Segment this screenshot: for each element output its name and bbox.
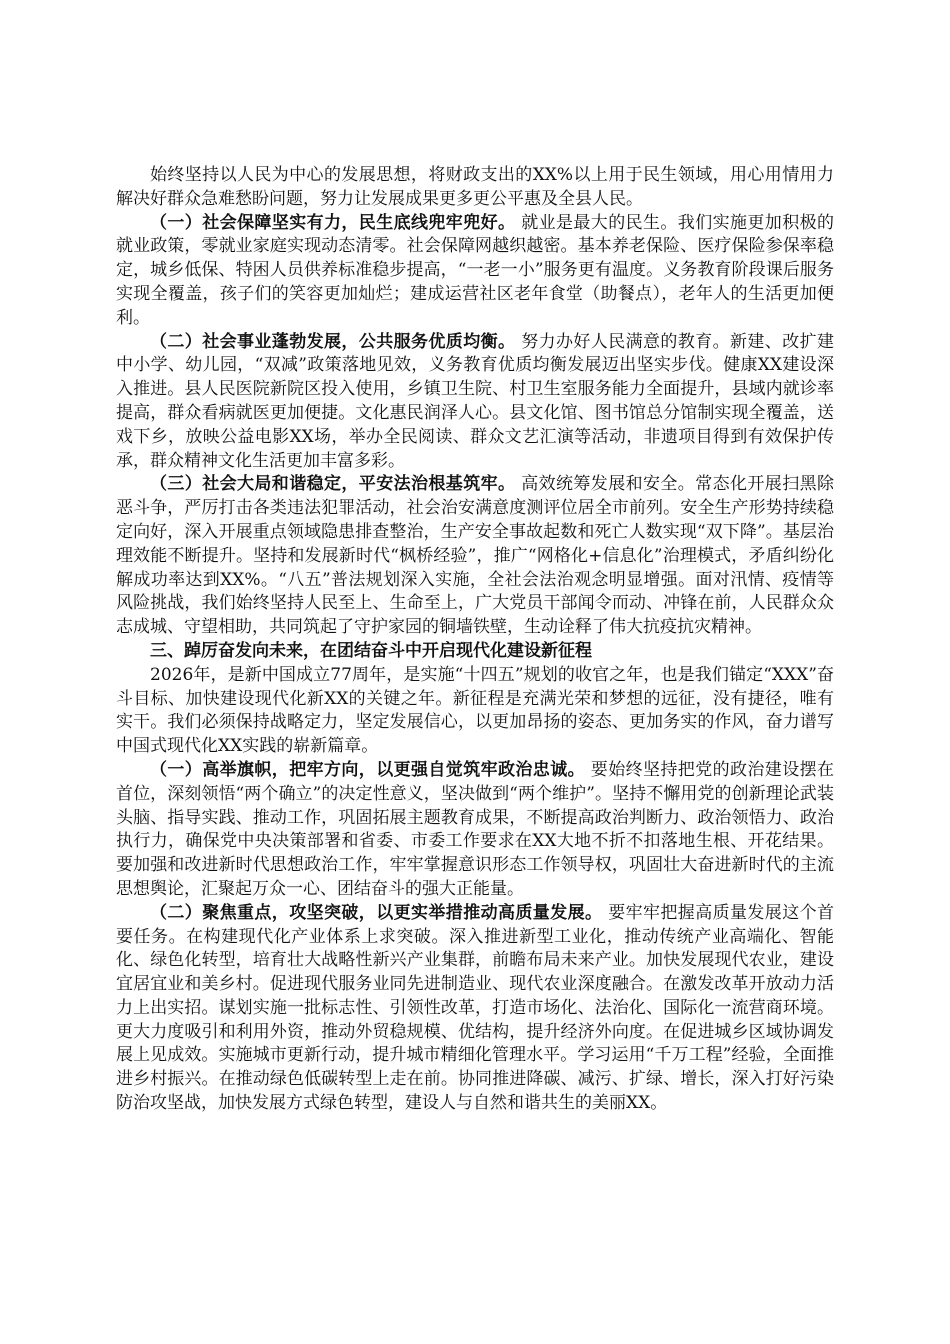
political-loyalty-paragraph [116, 759, 834, 902]
high-quality-development-body: 要牢牢把握高质量发展这个首要任务。在构建现代化产业体系上求突破。深入推进新型工业化，推动传统产业高端化、智能化、绿色化转型，培育壮大战略性新兴产业集群，前瞻布局未来产业。加快发展现代农业，建设宜居宜业和美乡村。促进现代服务业同先进制造业、现代农业深度融合。在激发改革开放动力活力上出实招。谋划实施一批标志性、引领性改革，打造市场化、法治化、国际化一流营商环境。更大力度吸引和利用外资，推动外贸稳规模、优结构，提升经济外向度。在促进城乡区域协调发展上见成效。实施城市更新行动，提升城市精细化管理水平。学习运用“千万工程”经验，全面推进乡村振兴。在推动绿色低碳转型上走在前。协同推进降碳、减污、扩绿、增长，深入打好污染防治攻坚战，加快发展方式绿色转型，建设人与自然和谐共生的美丽XX。 [116, 902, 835, 1114]
livelihood-security-paragraph [116, 212, 834, 331]
social-stability-heading: （三）社会大局和谐稳定，平安法治根基筑牢。 [150, 474, 516, 495]
intro-paragraph: 始终坚持以人民为中心的发展思想，将财政支出的XX%以上用于民生领域，用心用情用力解决好群众急难愁盼问题，努力让发展成果更多更公平惠及全县人民。 [116, 165, 834, 209]
high-quality-development-heading: （二）聚焦重点，攻坚突破，以更实举措推动高质量发展。 [150, 902, 603, 923]
livelihood-security-heading: （一）社会保障坚实有力，民生底线兜牢兜好。 [150, 212, 516, 233]
livelihood-security-body: 就业是最大的民生。我们实施更加积极的就业政策，零就业家庭实现动态清零。社会保障网越织越密。基本养老保险、医疗保险参保率稳定，城乡低保、特困人员供养标准稳步提高，“一老一小”服务更有温度。义务教育阶段课后服务实现全覆盖，孩子们的笑容更加灿烂；建成运营社区老年食堂（助餐点），老年人的生活更加便利。 [116, 212, 835, 328]
political-loyalty-body: 要始终坚持把党的政治建设摆在首位，深刻领悟“两个确立”的决定性意义，坚决做到“两个维护”。坚持不懈用党的创新理论武装头脑、指导实践、推动工作，巩固拓展主题教育成果，不断提高政治判断力、政治领悟力、政治执行力，确保党中央决策部署和省委、市委工作要求在XX大地不折不扣落地生根、开花结果。要加强和改进新时代思想政治工作，牢牢掌握意识形态工作领导权，巩固壮大奋进新时代的主流思想舆论，汇聚起万众一心、团结奋斗的强大正能量。 [116, 759, 835, 899]
high-quality-development-paragraph [116, 902, 834, 1116]
political-loyalty-heading: （一）高举旗帜，把牢方向，以更强自觉筑牢政治忠诚。 [150, 759, 585, 780]
public-services-body: 努力办好人民满意的教育。新建、改扩建中小学、幼儿园，“双减”政策落地见效，义务教育优质均衡发展迈出坚实步伐。健康XX建设深入推进。县人民医院新院区投入使用，乡镇卫生院、村卫生室服务能力全面提升，县域内就诊率提高，群众看病就医更加便捷。文化惠民润泽人心。县文化馆、图书馆总分馆制实现全覆盖，送戏下乡，放映公益电影XX场，举办全民阅读、群众文艺汇演等活动，非遗项目得到有效保护传承，群众精神文化生活更加丰富多彩。 [116, 331, 835, 471]
document-page [116, 164, 834, 1116]
social-stability-body: 高效统筹发展和安全。常态化开展扫黑除恶斗争，严厉打击各类违法犯罪活动，社会治安满意度测评位居全市前列。安全生产形势持续稳定向好，深入开展重点领域隐患排查整治，生产安全事故起数和死亡人数实现“双下降”。基层治理效能不断提升。坚持和发展新时代“枫桥经验”，推广“网格化+信息化”治理模式，矛盾纠纷化解成功率达到XX%。“八五”普法规划深入实施，全社会法治观念明显增强。面对汛情、疫情等风险挑战，我们始终坚持人民至上、生命至上，广大党员干部闻令而动、冲锋在前，人民群众众志成城、守望相助，共同筑起了守护家园的铜墙铁壁，生动诠释了伟大抗疫抗灾精神。 [116, 474, 835, 638]
social-stability-paragraph [116, 473, 834, 640]
section-three-heading: 三、踔厉奋发向未来，在团结奋斗中开启现代化建设新征程 [150, 640, 592, 661]
public-services-paragraph [116, 331, 834, 474]
section-three-intro-paragraph: 2026年，是新中国成立77周年，是实施“十四五”规划的收官之年，也是我们锚定“XXX”奋斗目标、加快建设现代化新XX的关键之年。新征程是充满光荣和梦想的远征，没有捷径，唯有实干。我们必须保持战略定力，坚定发展信心，以更加昂扬的姿态、更加务实的作风，奋力谱写中国式现代化XX实践的崭新篇章。 [116, 664, 834, 757]
public-services-heading: （二）社会事业蓬勃发展，公共服务优质均衡。 [150, 331, 516, 352]
